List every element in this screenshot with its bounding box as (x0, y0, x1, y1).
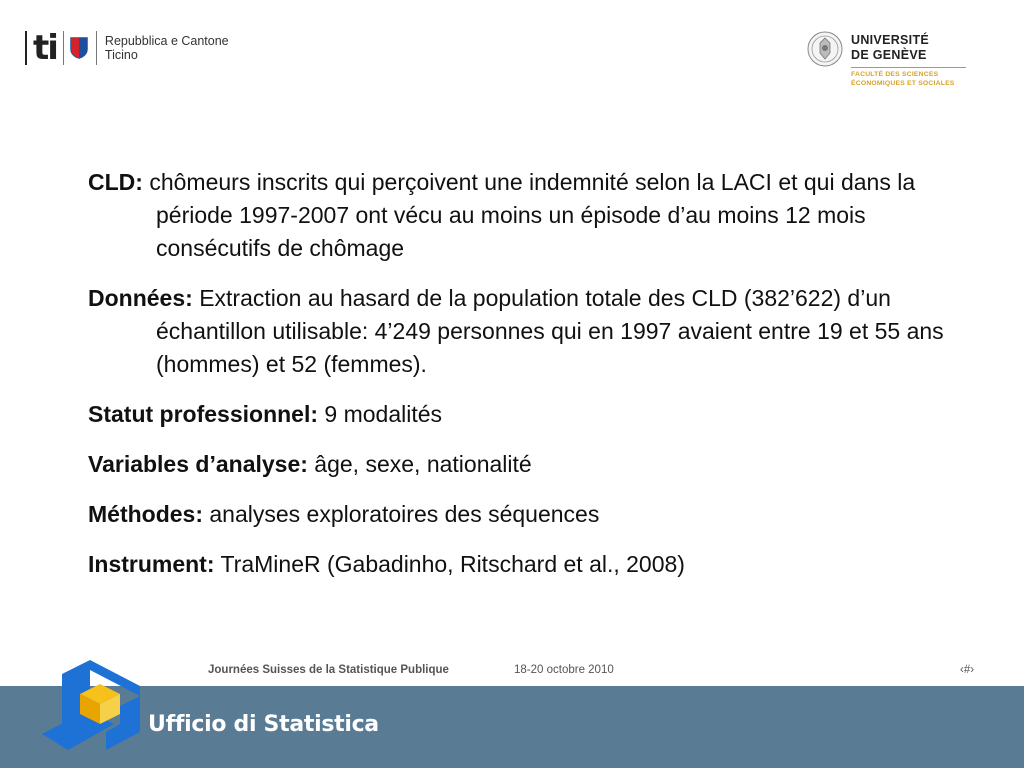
text-statut: 9 modalités (324, 401, 443, 427)
label-methodes: Méthodes: (88, 501, 203, 527)
text-variables: âge, sexe, nationalité (314, 451, 532, 477)
text-cld: chômeurs inscrits qui perçoivent une indemnité selon la LACI et qui dans la période 1997-2007 ont vécu au moins un épisode d’au moins 12 mois consécutifs de chômage (149, 169, 916, 261)
label-cld: CLD: (88, 169, 143, 195)
paragraph-donnees (88, 282, 978, 381)
slide-body (88, 166, 978, 598)
paragraph-methodes (88, 498, 978, 531)
ticino-line-2: Ticino (104, 48, 138, 62)
ticino-line-1: Repubblica e Cantone (104, 34, 229, 48)
university-line-1: UNIVERSITÉ (851, 33, 930, 47)
ticino-wordmark (105, 34, 229, 62)
faculty-name (851, 70, 955, 88)
logo-separator (63, 31, 64, 65)
university-line-2: DE GENÈVE (851, 48, 927, 62)
text-instrument: TraMineR (Gabadinho, Ritschard et al., 2008) (220, 551, 685, 577)
university-seal-icon (807, 31, 843, 67)
statistics-office-logo-icon (40, 654, 160, 754)
label-statut: Statut professionnel: (88, 401, 319, 427)
footer-office-name: Ufficio di Statistica (148, 712, 379, 737)
paragraph-cld (88, 166, 978, 265)
logo-bar (25, 31, 27, 65)
paragraph-instrument (88, 548, 978, 581)
label-donnees: Données: (88, 285, 193, 311)
ticino-logo (25, 30, 229, 66)
unige-logo (807, 28, 967, 94)
university-divider (851, 67, 966, 68)
footer-date: 18-20 octobre 2010 (514, 664, 614, 676)
paragraph-variables (88, 448, 978, 481)
text-methodes: analyses exploratoires des séquences (209, 501, 600, 527)
logo-separator-2 (96, 31, 97, 65)
ticino-mark: ti (33, 28, 57, 68)
university-name (851, 33, 929, 63)
label-instrument: Instrument: (88, 551, 215, 577)
faculty-line-1: FACULTÉ DES SCIENCES (851, 71, 939, 78)
text-donnees: Extraction au hasard de la population totale des CLD (382’622) d’un échantillon utilisable: 4’249 personnes qui en 1997 avaient entre 19 et 55 ans (hommes) et 52 (femmes). (156, 285, 944, 377)
footer-page-number: ‹#› (960, 664, 975, 676)
ticino-shield-icon (70, 37, 88, 59)
footer-event-name: Journées Suisses de la Statistique Publique (208, 664, 449, 676)
faculty-line-2: ÉCONOMIQUES ET SOCIALES (851, 80, 955, 87)
label-variables: Variables d’analyse: (88, 451, 308, 477)
paragraph-statut (88, 398, 978, 431)
